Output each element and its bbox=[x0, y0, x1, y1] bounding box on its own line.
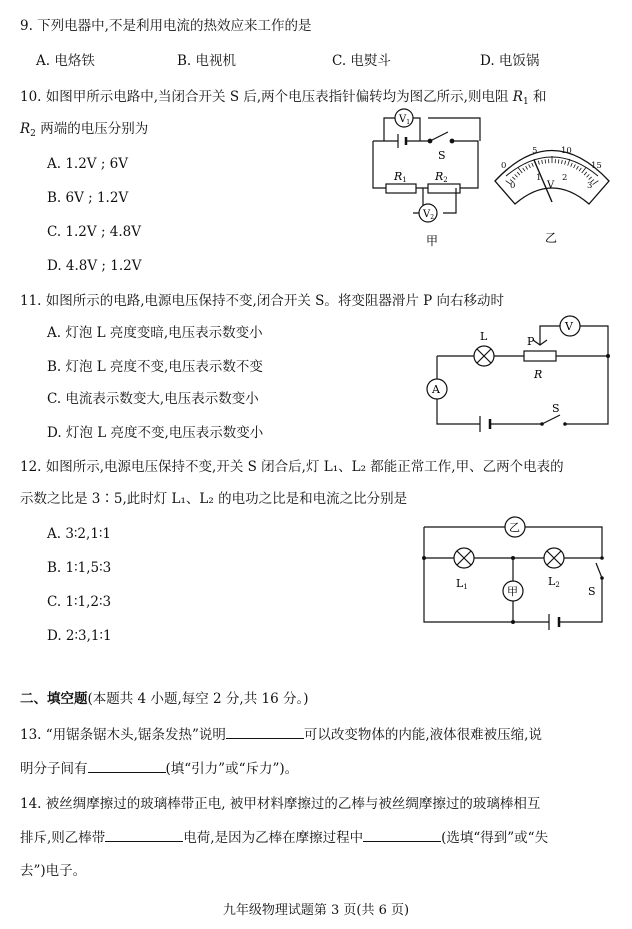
q10-stem-line1: 10. 如图甲所示电路中,当闭合开关 S 后,两个电压表指针偏转均为图乙所示,则电阻 $R_1$ 和 bbox=[20, 89, 547, 107]
svg-text:乙: 乙 bbox=[509, 521, 520, 534]
q14-blank-1[interactable] bbox=[105, 829, 183, 842]
svg-text:L2: L2 bbox=[548, 575, 560, 589]
svg-text:V: V bbox=[565, 320, 573, 333]
svg-text:2: 2 bbox=[562, 173, 568, 183]
svg-text:S: S bbox=[588, 585, 596, 598]
q10-switch-label: S bbox=[438, 149, 446, 162]
q10-stem-line2: $R_2$ 两端的电压分别为 bbox=[20, 121, 149, 139]
svg-text:R1: R1 bbox=[394, 170, 407, 184]
q9-option-a: A. 电烙铁 bbox=[36, 53, 95, 69]
dial-tick bbox=[558, 159, 559, 163]
q12-option-a: A. 3∶2,1∶1 bbox=[47, 526, 112, 542]
svg-text:R: R bbox=[534, 368, 543, 381]
q10-voltmeter-dial bbox=[492, 138, 612, 250]
q14-line2: 排斥,则乙棒带 电荷,是因为乙棒在摩擦过程中 (选填“得到”或“失 bbox=[20, 830, 549, 846]
q9-option-d: D. 电饭锅 bbox=[480, 53, 540, 69]
q13-blank-2[interactable] bbox=[88, 760, 166, 773]
q14-line3: 去”)电子。 bbox=[20, 863, 87, 879]
q12-option-d: D. 2∶3,1∶1 bbox=[47, 628, 112, 644]
q13-blank-1[interactable] bbox=[226, 726, 304, 739]
section2-heading: 二、填空题(本题共 4 小题,每空 2 分,共 16 分。) bbox=[20, 691, 309, 707]
q9-option-b: B. 电视机 bbox=[177, 53, 237, 69]
svg-text:3: 3 bbox=[587, 181, 593, 191]
svg-text:V2: $V_2$ bbox=[423, 209, 435, 221]
svg-text:S: S bbox=[552, 402, 560, 415]
q10-caption-yi: 乙 bbox=[545, 231, 558, 245]
q9-stem: 9. 下列电器中,不是利用电流的热效应来工作的是 bbox=[20, 18, 312, 34]
page-footer: 九年级物理试题第 3 页(共 6 页) bbox=[222, 903, 410, 918]
q13-line2: 明分子间有 (填“引力”或“斥力”)。 bbox=[20, 761, 299, 777]
q12-option-b: B. 1∶1,5∶3 bbox=[47, 560, 112, 576]
q10-option-d: D. 4.8V ; 1.2V bbox=[47, 258, 142, 274]
q14-line1: 14. 被丝绸摩擦过的玻璃棒带正电, 被甲材料摩擦过的乙棒与被丝绸摩擦过的玻璃棒相互 bbox=[20, 796, 541, 812]
svg-text:V1: $V_1$ bbox=[399, 114, 411, 126]
svg-text:1: 1 bbox=[536, 173, 542, 183]
svg-text:0: 0 bbox=[510, 181, 516, 191]
q11-stem: 11. 如图所示的电路,电源电压保持不变,闭合开关 S。将变阻器滑片 P 向右移动时 bbox=[20, 293, 505, 309]
svg-text:V: V bbox=[547, 180, 555, 191]
svg-text:L1: L1 bbox=[456, 577, 468, 591]
q11-option-a: A. 灯泡 L 亮度变暗,电压表示数变小 bbox=[47, 325, 263, 341]
q11-option-c: C. 电流表示数变大,电压表示数变小 bbox=[47, 391, 259, 407]
q12-stem-line2: 示数之比是 3∶5,此时灯 L₁、L₂ 的电功之比是和电流之比分别是 bbox=[20, 491, 408, 507]
q10-circuit-jia bbox=[368, 108, 490, 250]
q12-circuit bbox=[412, 510, 612, 636]
q11-option-b: B. 灯泡 L 亮度不变,电压表示数不变 bbox=[47, 359, 263, 375]
svg-text:L: L bbox=[480, 330, 488, 343]
svg-text:R2: R2 bbox=[435, 170, 448, 184]
svg-text:5: 5 bbox=[532, 146, 538, 156]
q9-option-c: C. 电熨斗 bbox=[332, 53, 391, 69]
svg-text:15: 15 bbox=[591, 161, 602, 171]
q10-option-a: A. 1.2V ; 6V bbox=[47, 156, 129, 172]
q13-line1: 13. “用锯条锯木头,锯条发热”说明 可以改变物体的内能,液体很难被压缩,说 bbox=[20, 727, 542, 743]
q14-blank-2[interactable] bbox=[363, 829, 441, 842]
svg-text:P: P bbox=[527, 335, 535, 348]
svg-text:A: A bbox=[432, 383, 440, 396]
svg-text:甲: 甲 bbox=[507, 585, 518, 598]
q10-option-b: B. 6V ; 1.2V bbox=[47, 190, 129, 206]
q12-stem-line1: 12. 如图所示,电源电压保持不变,开关 S 闭合后,灯 L₁、L₂ 都能正常工作,甲、乙两个电表的 bbox=[20, 459, 564, 475]
q11-circuit bbox=[420, 312, 616, 442]
q10-caption-jia: 甲 bbox=[426, 234, 439, 248]
q11-option-d: D. 灯泡 L 亮度不变,电压表示数变小 bbox=[47, 425, 264, 441]
dial-tick bbox=[545, 159, 546, 163]
svg-text:10: 10 bbox=[561, 146, 572, 156]
svg-text:0: 0 bbox=[501, 161, 507, 171]
q10-option-c: C. 1.2V ; 4.8V bbox=[47, 224, 141, 240]
q12-option-c: C. 1∶1,2∶3 bbox=[47, 594, 112, 610]
